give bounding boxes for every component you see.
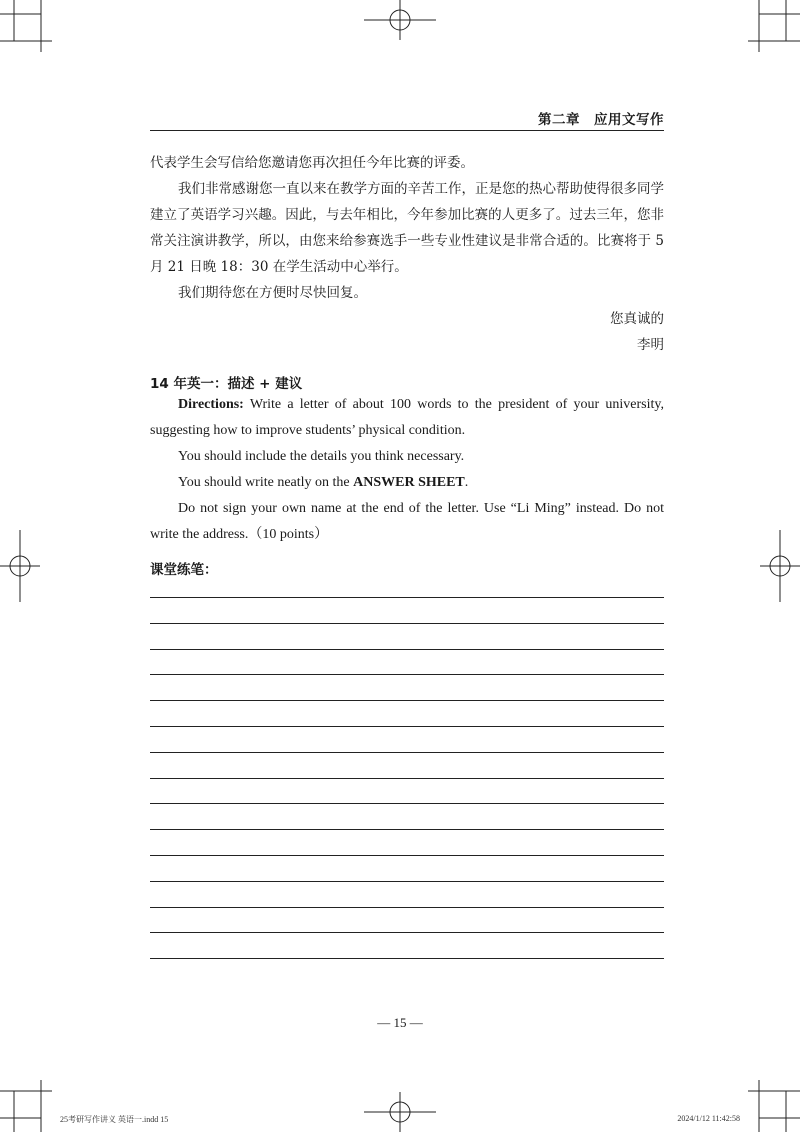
writing-line	[150, 597, 664, 598]
writing-line	[150, 752, 664, 753]
chapter-title: 第二章 应用文写作	[538, 112, 664, 128]
directions-line	[150, 470, 664, 496]
writing-line	[150, 932, 664, 933]
letter-closing: 您真诚的	[610, 311, 664, 327]
task-heading: 14 年英一：描述 + 建议	[150, 376, 303, 392]
directions-label: Directions:	[178, 397, 244, 412]
directions-text: Write a letter of about 100 words to the president of your university, suggesting how to improve students’ physical condition.	[150, 397, 664, 438]
writing-line	[150, 778, 664, 779]
directions-line: You should include the details you think necessary.	[178, 449, 465, 464]
writing-line	[150, 649, 664, 650]
writing-line	[150, 803, 664, 804]
task-directions	[150, 392, 664, 548]
footer-timestamp: 2024/1/12 11:42:58	[677, 1114, 740, 1123]
writing-line	[150, 700, 664, 701]
directions-line: Do not sign your own name at the end of the letter. Use “Li Ming” instead. Do not write the address.（10 points）	[150, 501, 664, 542]
writing-line	[150, 726, 664, 727]
letter-paragraph: 我们期待您在方便时尽快回复。	[178, 285, 367, 301]
answer-sheet-label: ANSWER SHEET	[353, 475, 465, 490]
writing-line	[150, 623, 664, 624]
writing-line	[150, 855, 664, 856]
running-header	[150, 106, 664, 131]
directions-line-suffix: .	[464, 475, 469, 490]
directions-line-prefix: You should write neatly on the	[178, 475, 354, 490]
page-number: — 15 —	[377, 1015, 423, 1030]
letter-paragraph: 我们非常感谢您一直以来在教学方面的辛苦工作，正是您的热心帮助使得很多同学建立了英语学习兴趣。因此，与去年相比，今年参加比赛的人更多了。过去三年，您非常关注演讲教学，所以，由您来给参赛选手一些专业性建议是非常合适的。比赛将于 5 月 21 日晚 18：30 在学生活动中心举行。	[150, 181, 664, 275]
writing-line	[150, 829, 664, 830]
footer-file-info: 25考研写作讲义 英语一.indd 15	[60, 1115, 169, 1124]
practice-heading: 课堂练笔：	[150, 562, 218, 578]
writing-line	[150, 674, 664, 675]
writing-line	[150, 907, 664, 908]
letter-body	[150, 150, 664, 306]
writing-line	[150, 881, 664, 882]
letter-paragraph: 代表学生会写信给您邀请您再次担任今年比赛的评委。	[150, 155, 474, 171]
directions-paragraph	[150, 392, 664, 444]
writing-line	[150, 958, 664, 959]
letter-signature: 李明	[637, 337, 664, 353]
